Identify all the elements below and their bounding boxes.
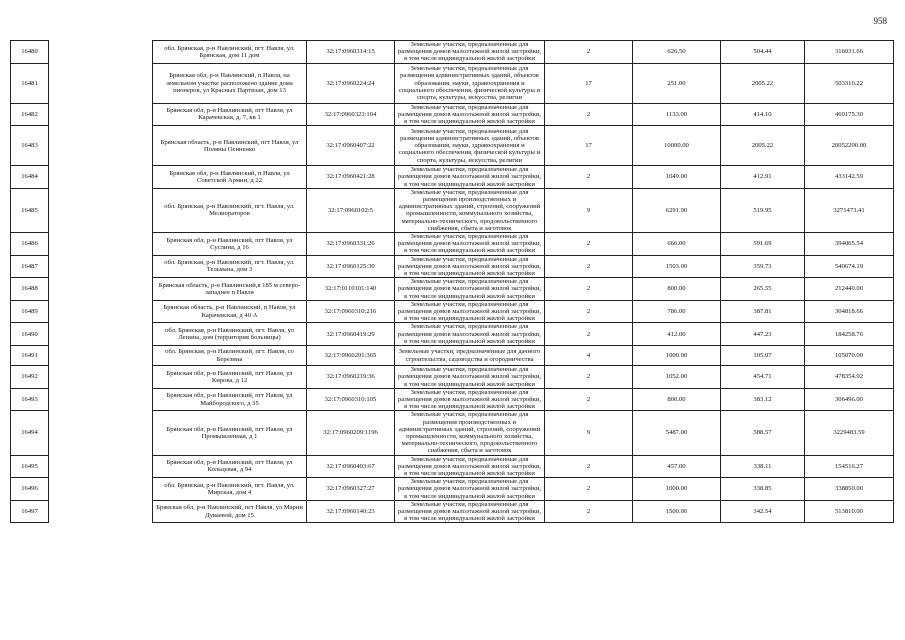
- group-number-cell: 2: [545, 255, 633, 278]
- specific-value-cell: 2005.22: [721, 126, 805, 166]
- group-number-cell: 2: [545, 323, 633, 346]
- cadastral-value-cell: 338850.00: [805, 478, 894, 501]
- area-cell: 800.00: [633, 388, 721, 411]
- cadastral-value-cell: 3229483.59: [805, 411, 894, 455]
- cadastral-value-cell: 469175.30: [805, 103, 894, 126]
- specific-value-cell: 591.69: [721, 233, 805, 256]
- specific-value-cell: 342.54: [721, 500, 805, 523]
- group-number-cell: 9: [545, 188, 633, 232]
- table-row: [11, 255, 894, 278]
- group-number-cell: 2: [545, 366, 633, 389]
- area-cell: 1503.00: [633, 255, 721, 278]
- cadastral-number-cell: 32:17:0960125:30: [307, 255, 395, 278]
- spacer-cell: [49, 500, 153, 523]
- table-row: [11, 366, 894, 389]
- address-cell: Брянская обл, р-н Навлинский, пгт Навля, ул Кирова, д 12: [153, 366, 307, 389]
- table-row: [11, 126, 894, 166]
- group-number-cell: 2: [545, 300, 633, 323]
- land-use-cell: Земельные участки, предназначенные для размещения домов малоэтажной жилой застройки, в том числе индивидуальной жилой застройки: [395, 366, 545, 389]
- specific-value-cell: 588.57: [721, 411, 805, 455]
- area-cell: 10000.00: [633, 126, 721, 166]
- area-cell: 1052.00: [633, 366, 721, 389]
- land-use-cell: Земельные участки, предназначенные для размещения домов малоэтажной жилой застройки, в том числе индивидуальной жилой застройки: [395, 255, 545, 278]
- table-row: [11, 188, 894, 232]
- land-use-cell: Земельные участки, предназначенные для размещения домов малоэтажной жилой застройки, в том числе индивидуальной жилой застройки: [395, 166, 545, 189]
- area-cell: 457.00: [633, 455, 721, 478]
- group-number-cell: 2: [545, 500, 633, 523]
- cadastral-value-cell: 513810.00: [805, 500, 894, 523]
- record-number-cell: 16489: [11, 300, 49, 323]
- record-number-cell: 16481: [11, 63, 49, 103]
- cadastral-value-cell: 184258.76: [805, 323, 894, 346]
- group-number-cell: 2: [545, 41, 633, 64]
- cadastral-number-cell: 32:17:0960219:36: [307, 366, 395, 389]
- table-row: [11, 388, 894, 411]
- cadastral-number-cell: 32:17:0960140:23: [307, 500, 395, 523]
- address-cell: Брянская обл, р-н Навлинский, пгт Навля, ул Промышленная, д 1: [153, 411, 307, 455]
- spacer-cell: [49, 126, 153, 166]
- record-number-cell: 16490: [11, 323, 49, 346]
- cadastral-number-cell: 32:17:0960323:104: [307, 103, 395, 126]
- table-row: [11, 166, 894, 189]
- cadastral-value-cell: 478354.92: [805, 366, 894, 389]
- area-cell: 1000.00: [633, 478, 721, 501]
- land-use-cell: Земельные участки, предназначенные для размещения административных зданий, объектов образования, науки, здравоохранения и социального обеспечения, физической культуры и спорта, культуры, искусства, религии: [395, 126, 545, 166]
- area-cell: 626.50: [633, 41, 721, 64]
- record-number-cell: 16492: [11, 366, 49, 389]
- specific-value-cell: 414.10: [721, 103, 805, 126]
- address-cell: Брянская область, р-н Навлинский, п Навля, ул Карачевская, д 40 А: [153, 300, 307, 323]
- specific-value-cell: 338.85: [721, 478, 805, 501]
- spacer-cell: [49, 300, 153, 323]
- record-number-cell: 16487: [11, 255, 49, 278]
- group-number-cell: 2: [545, 233, 633, 256]
- specific-value-cell: 447.23: [721, 323, 805, 346]
- cadastral-number-cell: 32:17:0960407:22: [307, 126, 395, 166]
- group-number-cell: 2: [545, 278, 633, 301]
- group-number-cell: 2: [545, 478, 633, 501]
- group-number-cell: 17: [545, 126, 633, 166]
- specific-value-cell: 338.11: [721, 455, 805, 478]
- specific-value-cell: 454.71: [721, 366, 805, 389]
- page-number: 958: [873, 16, 887, 26]
- area-cell: 251.00: [633, 63, 721, 103]
- spacer-cell: [49, 278, 153, 301]
- land-use-cell: Земельные участки, предназначенные для размещения производственных и административных зданий, строений, сооружений промышленности, коммунального хозяйства, материально-технического, продовольственного снабжения, сбыта и заготовок: [395, 411, 545, 455]
- table-row: [11, 300, 894, 323]
- cadastral-value-cell: 433142.59: [805, 166, 894, 189]
- cadastral-number-cell: 32:17:0960201:365: [307, 346, 395, 366]
- address-cell: Брянская обл, р-н Навлинский, пгт Навля, ул Марии Дуваевой, дом 15: [153, 500, 307, 523]
- spacer-cell: [49, 103, 153, 126]
- spacer-cell: [49, 63, 153, 103]
- area-cell: 800.00: [633, 278, 721, 301]
- record-number-cell: 16480: [11, 41, 49, 64]
- group-number-cell: 4: [545, 346, 633, 366]
- table-row: [11, 411, 894, 455]
- table-row: [11, 41, 894, 64]
- specific-value-cell: 359.73: [721, 255, 805, 278]
- cadastral-number-cell: 32:17:0960421:28: [307, 166, 395, 189]
- land-use-cell: Земельные участки, предназначенные для размещения домов малоэтажной жилой застройки, в том числе индивидуальной жилой застройки: [395, 323, 545, 346]
- spacer-cell: [49, 478, 153, 501]
- land-use-cell: Земельные участки, предназначенные для дачного строительства, садоводства и огородничества: [395, 346, 545, 366]
- record-number-cell: 16493: [11, 388, 49, 411]
- cadastral-number-cell: 32:17:0960102:5: [307, 188, 395, 232]
- cadastral-value-cell: 394065.54: [805, 233, 894, 256]
- cadastral-value-cell: 154516.27: [805, 455, 894, 478]
- table-row: [11, 103, 894, 126]
- spacer-cell: [49, 255, 153, 278]
- address-cell: Брянская обл, р-н Навлинский, пгт Навля, ул Майбородского, д 35: [153, 388, 307, 411]
- land-use-cell: Земельные участки, предназначенные для размещения производственных и административных зданий, строений, сооружений промышленности, коммунального хозяйства, материально-технического, продовольственного снабжения, сбыта и заготовок: [395, 188, 545, 232]
- cadastral-number-cell: 32:17:0960327:27: [307, 478, 395, 501]
- cadastral-value-cell: 306496.00: [805, 388, 894, 411]
- area-cell: 1049.00: [633, 166, 721, 189]
- cadastral-number-cell: 32:17:0960314:15: [307, 41, 395, 64]
- area-cell: 1000.00: [633, 346, 721, 366]
- area-cell: 5487.00: [633, 411, 721, 455]
- address-cell: обл. Брянская, р-н Навлинский, пгт. Навля, ул. Мирская, дом 4: [153, 478, 307, 501]
- address-cell: Брянская область, р-н Навлинский, пгт Навля, ул Поляны Осиненко: [153, 126, 307, 166]
- specific-value-cell: 265.55: [721, 278, 805, 301]
- land-use-cell: Земельные участки, предназначенные для размещения домов малоэтажной жилой застройки, в том числе индивидуальной жилой застройки: [395, 500, 545, 523]
- record-number-cell: 16491: [11, 346, 49, 366]
- address-cell: обл. Брянская, р-н Навлинский, пгт. Навля, со Березина: [153, 346, 307, 366]
- record-number-cell: 16496: [11, 478, 49, 501]
- specific-value-cell: 2005.22: [721, 63, 805, 103]
- cadastral-value-cell: 20052200.00: [805, 126, 894, 166]
- land-use-cell: Земельные участки, предназначенные для размещения домов малоэтажной жилой застройки, в том числе индивидуальной жилой застройки: [395, 478, 545, 501]
- cadastral-value-table: [10, 40, 894, 523]
- cadastral-value-cell: 304818.66: [805, 300, 894, 323]
- record-number-cell: 16484: [11, 166, 49, 189]
- address-cell: обл. Брянская, р-н Навлинский, пгт. Навля, ул Ленина, дом (территория больницы): [153, 323, 307, 346]
- table-row: [11, 323, 894, 346]
- record-number-cell: 16495: [11, 455, 49, 478]
- cadastral-number-cell: 32:17:0960331:26: [307, 233, 395, 256]
- table-row: [11, 500, 894, 523]
- area-cell: 666.00: [633, 233, 721, 256]
- cadastral-number-cell: 32:17:0960224:24: [307, 63, 395, 103]
- spacer-cell: [49, 455, 153, 478]
- cadastral-value-cell: 540674.19: [805, 255, 894, 278]
- cadastral-number-cell: 32:17:0960310:216: [307, 300, 395, 323]
- spacer-cell: [49, 346, 153, 366]
- address-cell: Брянская обл, р-н Навлинский, п Навля, ул Советской Армии, д 22: [153, 166, 307, 189]
- area-cell: 6291.90: [633, 188, 721, 232]
- specific-value-cell: 504.44: [721, 41, 805, 64]
- specific-value-cell: 383.12: [721, 388, 805, 411]
- address-cell: Брянская обл, р-н Навлинский, пгт Навля, ул Карачевская, д. 7, кв 1: [153, 103, 307, 126]
- address-cell: обл. Брянская, р-н Навлинский, пгт. Навля, ул. Тельмана, дом 3: [153, 255, 307, 278]
- cadastral-number-cell: 32:17:0110101:140: [307, 278, 395, 301]
- cadastral-number-cell: 32:17:0960209:1196: [307, 411, 395, 455]
- specific-value-cell: 387.81: [721, 300, 805, 323]
- address-cell: обл. Брянская, р-н Навлинский, пгт. Навля, ул. Брянская, дом 11 дом: [153, 41, 307, 64]
- specific-value-cell: 412.91: [721, 166, 805, 189]
- spacer-cell: [49, 411, 153, 455]
- land-use-cell: Земельные участки, предназначенные для размещения административных зданий, объектов образования, науки, здравоохранения и социального обеспечения, физической культуры и спорта, культуры, искусства, религии: [395, 63, 545, 103]
- cadastral-value-cell: 105070.00: [805, 346, 894, 366]
- table-row: [11, 233, 894, 256]
- group-number-cell: 2: [545, 455, 633, 478]
- record-number-cell: 16482: [11, 103, 49, 126]
- address-cell: Брянская обл, р-н Навлинский, пгт Навля, ул Кольцевая, д 94: [153, 455, 307, 478]
- area-cell: 1133.00: [633, 103, 721, 126]
- table-row: [11, 278, 894, 301]
- land-use-cell: Земельные участки, предназначенные для размещения домов малоэтажной жилой застройки, в том числе индивидуальной жилой застройки: [395, 233, 545, 256]
- land-use-cell: Земельные участки, предназначенные для размещения домов малоэтажной жилой застройки, в том числе индивидуальной жилой застройки: [395, 41, 545, 64]
- cadastral-value-cell: 503310.22: [805, 63, 894, 103]
- cadastral-number-cell: 32:17:0960403:67: [307, 455, 395, 478]
- spacer-cell: [49, 166, 153, 189]
- record-number-cell: 16497: [11, 500, 49, 523]
- specific-value-cell: 105.07: [721, 346, 805, 366]
- record-number-cell: 16488: [11, 278, 49, 301]
- spacer-cell: [49, 366, 153, 389]
- cadastral-number-cell: 32:17:0960419:29: [307, 323, 395, 346]
- cadastral-value-cell: 3271473.41: [805, 188, 894, 232]
- specific-value-cell: 519.95: [721, 188, 805, 232]
- group-number-cell: 2: [545, 166, 633, 189]
- cadastral-value-cell: 212440.00: [805, 278, 894, 301]
- land-use-cell: Земельные участки, предназначенные для размещения домов малоэтажной жилой застройки, в том числе индивидуальной жилой застройки: [395, 278, 545, 301]
- land-use-cell: Земельные участки, предназначенные для размещения домов малоэтажной жилой застройки, в том числе индивидуальной жилой застройки: [395, 300, 545, 323]
- group-number-cell: 2: [545, 103, 633, 126]
- spacer-cell: [49, 233, 153, 256]
- record-number-cell: 16485: [11, 188, 49, 232]
- table-row: [11, 346, 894, 366]
- record-number-cell: 16494: [11, 411, 49, 455]
- spacer-cell: [49, 41, 153, 64]
- group-number-cell: 9: [545, 411, 633, 455]
- spacer-cell: [49, 388, 153, 411]
- table-row: [11, 455, 894, 478]
- group-number-cell: 2: [545, 388, 633, 411]
- address-cell: Брянская область, р-н Навлинский,в 185 м северо-западнее п Навля: [153, 278, 307, 301]
- address-cell: Брянская обл, р-н Навлинский, п Навля, на земельном участке расположено здание дома пионеров, ул Красных Партизан, дом 13: [153, 63, 307, 103]
- land-use-cell: Земельные участки, предназначенные для размещения домов малоэтажной жилой застройки, в том числе индивидуальной жилой застройки: [395, 455, 545, 478]
- spacer-cell: [49, 323, 153, 346]
- area-cell: 1500.00: [633, 500, 721, 523]
- record-number-cell: 16483: [11, 126, 49, 166]
- cadastral-number-cell: 32:17:0960310:105: [307, 388, 395, 411]
- address-cell: обл. Брянская, р-н Навлинский, пгт. Навля, ул. Мелиораторов: [153, 188, 307, 232]
- spacer-cell: [49, 188, 153, 232]
- land-use-cell: Земельные участки, предназначенные для размещения домов малоэтажной жилой застройки, в том числе индивидуальной жилой застройки: [395, 388, 545, 411]
- address-cell: Брянская обл, р-н Навлинский, пгт Навля, ул Суслина, д 16: [153, 233, 307, 256]
- land-use-cell: Земельные участки, предназначенные для размещения домов малоэтажной жилой застройки, в том числе индивидуальной жилой застройки: [395, 103, 545, 126]
- area-cell: 786.00: [633, 300, 721, 323]
- table-row: [11, 63, 894, 103]
- cadastral-value-cell: 316031.66: [805, 41, 894, 64]
- area-cell: 412.00: [633, 323, 721, 346]
- group-number-cell: 17: [545, 63, 633, 103]
- record-number-cell: 16486: [11, 233, 49, 256]
- table-row: [11, 478, 894, 501]
